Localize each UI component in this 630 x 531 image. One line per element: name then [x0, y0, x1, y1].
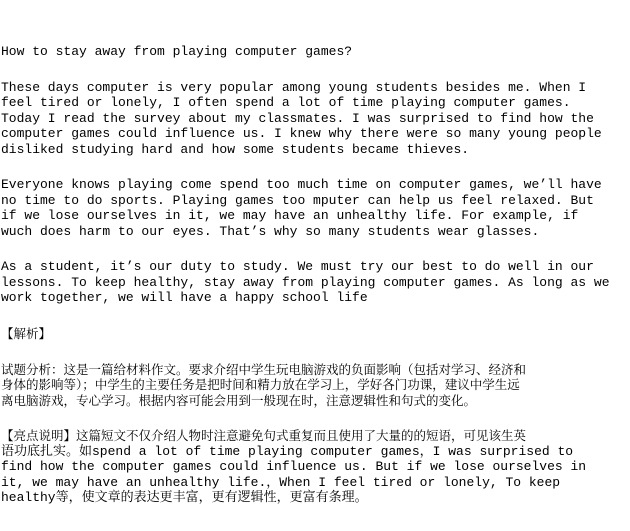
text-line: wuch does harm to our eyes. That’s why so many students wear glasses.	[1, 223, 540, 239]
text-line: lessons. To keep healthy, stay away from playing computer games. As long as we	[1, 274, 610, 290]
text-line: if we lose ourselves in it, we may have an unhealthy life. For example, if	[1, 208, 579, 223]
essay-paragraph-2	[1, 177, 629, 239]
text-line: no time to do sports. Playing games too mputer can help us feel relaxed. But	[1, 192, 594, 208]
highlights-line: healthy等，使文章的表达更丰富，更有逻辑性，更富有条理。	[1, 490, 368, 505]
text-line: As a student, it’s our duty to study. We must try our best to do well in our	[1, 259, 594, 274]
highlights-line: 【亮点说明】这篇短文不仅介绍人物时注意避免句式重复而且使用了大量的的短语，可见该生英	[1, 428, 527, 443]
analysis-heading: 【解析】	[1, 325, 52, 341]
text-line: Today I read the survey about my classmates. I was surprised to find how the	[1, 110, 594, 126]
text-line: These days computer is very popular among young students besides me. When I	[1, 79, 587, 95]
text-line: computer games could influence us. I knew why there were so many young people	[1, 126, 602, 141]
highlights-line: it, we may have an unhealthy life.，When I feel tired or lonely, To keep	[1, 474, 561, 490]
analysis-section	[1, 362, 629, 409]
text-line: work together, we will have a happy school life	[1, 290, 368, 305]
analysis-line: 身体的影响等）；中学生的主要任务是把时间和精力放在学习上，学好各门功课，建议中学生远	[1, 377, 520, 392]
analysis-line: 试题分析：这是一篇给材料作文。要求介绍中学生玩电脑游戏的负面影响（包括对学习、经济和	[1, 361, 527, 377]
essay-title: How to stay away from playing computer games?	[1, 44, 353, 59]
highlights-line: find how the computer games could influence us. But if we lose ourselves in	[1, 459, 587, 474]
essay-paragraph-3	[1, 259, 629, 306]
analysis-line: 离电脑游戏，专心学习。根据内容可能会用到一般现在时，注意逻辑性和句式的变化。	[1, 392, 477, 408]
text-line: feel tired or lonely, I often spend a lot of time playing computer games.	[1, 95, 571, 110]
highlights-section	[1, 428, 629, 506]
highlights-line: 语功底扎实。如spend a lot of time playing computer games，I was surprised to	[1, 443, 574, 459]
text-line: disliked studying hard and how some students became thieves.	[1, 141, 470, 157]
essay-paragraph-1	[1, 80, 629, 158]
document-body	[1, 44, 629, 506]
text-line: Everyone knows playing come spend too much time on computer games, we’ll have	[1, 177, 602, 192]
